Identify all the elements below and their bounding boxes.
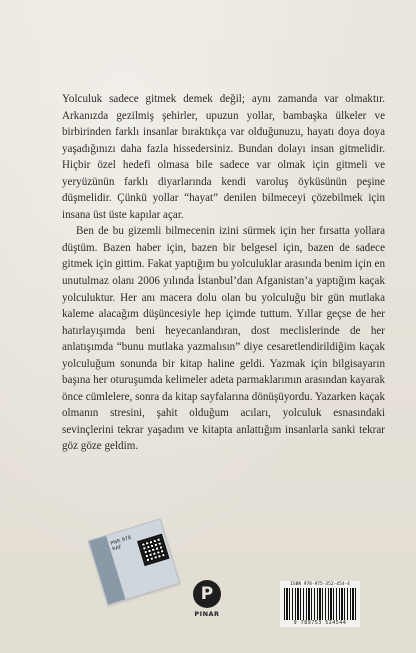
isbn-barcode [280,581,360,627]
publisher-mark-letter: P [200,583,214,604]
publisher-mark-icon [193,580,221,608]
sticker-label: PNR 978 RAF [109,534,133,553]
qr-code-icon [137,534,169,566]
blurb-paragraph-2: Ben de bu gizemli bilmecenin izini sürmek için her fırsatta yollara düştüm. Bazen haber için, bazen bir belgesel için, bazen de sadece gitmek için gittim. Fakat yaptığım bu yolculuklar arasında benim için en unutulmaz olanı 2006 yılında İstanbul’dan Afganistan’a yaptığım kaçak yolculuktur. Her anı macera dolu olan bu yolculuğu bir gün mutlaka kaleme alacağım düşüncesiyle hep içimde tuttum. Yıllar geçse de her hatırlayışımda beni heyecanlandıran, dost meclislerinde de her anlatışımda “bunu mutlaka yazmalısın” diye cesaretlendirildiğim kaçak yolculuğum sonunda bir kitap haline geldi. Yazmak için bilgisayarın başına her oturuşumda kelimeler adeta parmaklarımın arasından kayarak önce cümlelere, sonra da kitap sayfalarına dönüşüyordu. Yazarken kaçak olmanın stresini, şahit olduğum acıları, yolculuk esnasındaki sevinçlerini tekrar yaşadım ve kitapta anlattığım insanlarla sanki tekrar göz göze geldim. [62,225,385,453]
barcode-digits: 9 789753 524544 [293,620,347,626]
blurb-paragraph-1: Yolculuk sadece gitmek demek değil; aynı zamanda var olmaktır. Arkanızda gezilmiş şehirler, upuzun yollar, bambaşka ülkeler ve birbirinden farklı insanlar bıraktıkça var olduğunuzu, hayatı doya doya yaşadığınızı daha fazla hissedersiniz. Bundan dolayı insan gitmelidir. Hiçbir özel hedefi olmasa bile sadece var olmak için gitmeli ve yeryüzünün farklı diyarlarında kendi varoluş öyküsünün peşine düşmelidir. Çünkü yollar “hayat” denilen bilmeceyi çözebilmek için insana üst üste kapılar açar. [62,93,385,221]
blurb-text [62,91,385,455]
publisher-logo [185,580,229,628]
publisher-name: PINAR [194,610,220,618]
price-sticker [88,518,181,605]
barcode-bars [284,588,356,620]
isbn-number: ISBN 978-975-352-454-4 [290,582,350,587]
